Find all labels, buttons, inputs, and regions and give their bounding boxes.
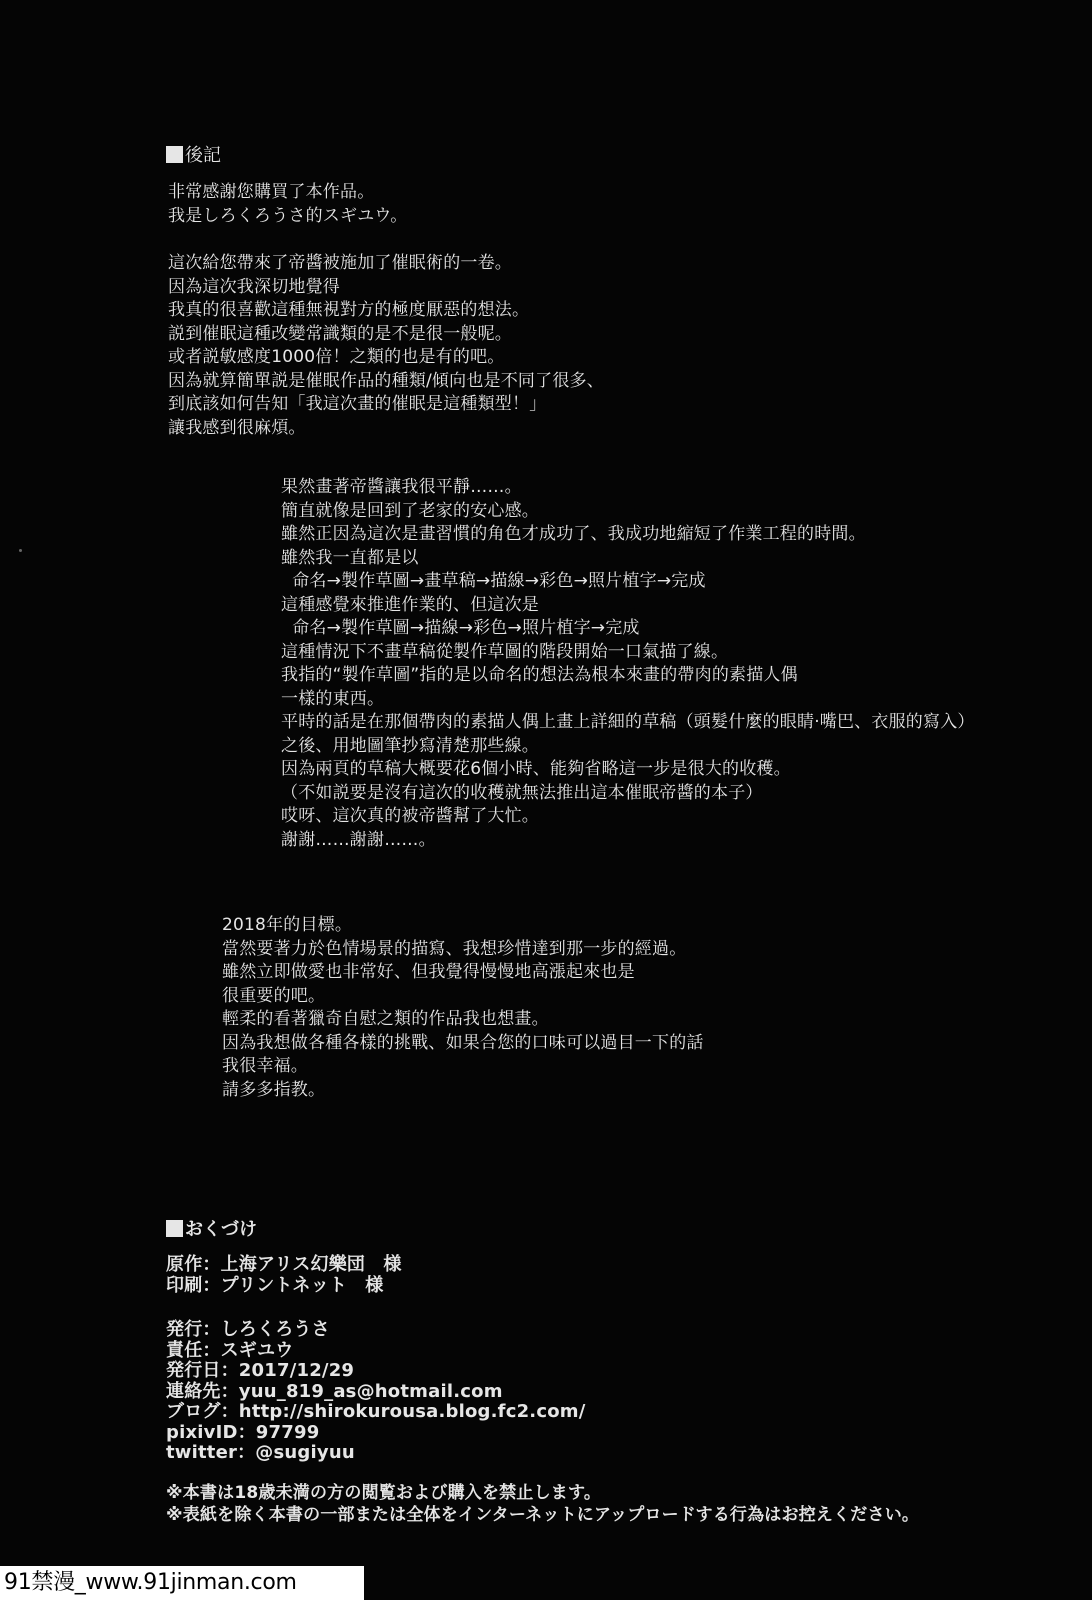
text-line: 我指的“製作草圖”指的是以命名的想法為根本來畫的帶肉的素描人偶 <box>281 665 798 685</box>
text-line: 因為我想做各種各樣的挑戰、如果合您的口味可以過目一下的話 <box>222 1032 704 1053</box>
contact-line: 連絡先：yuu_819_as@hotmail.com <box>166 1380 503 1402</box>
colophon-heading <box>166 1218 257 1242</box>
colophon-heading-text: おくづけ <box>185 1219 257 1240</box>
text-line: 當然要著力於色情場景的描寫、我想珍惜達到那一步的經過。 <box>222 938 687 959</box>
afterword-paragraph-2 <box>281 476 975 852</box>
text-line: 簡直就像是回到了老家的安心感。 <box>281 500 539 521</box>
text-line: 輕柔的看著獵奇自慰之類的作品我也想畫。 <box>222 1009 549 1029</box>
text-line: 或者説敏感度1000倍！之類的也是有的吧。 <box>168 347 505 367</box>
text-line: 雖然立即做愛也非常好、但我覺得慢慢地高漲起來也是 <box>222 962 635 982</box>
text-line: 一樣的東西。 <box>281 688 385 709</box>
blog-line: ブログ：http://shirokurousa.blog.fc2.com/ <box>166 1401 586 1422</box>
text-line: 非常感謝您購買了本作品。 <box>168 182 375 202</box>
text-line: 我很幸福。 <box>222 1056 308 1076</box>
square-bullet-icon <box>166 1220 183 1237</box>
colophon-credits <box>166 1255 402 1296</box>
text-line: 果然畫著帝醬讓我很平靜……。 <box>281 477 522 497</box>
text-line: 原作：上海アリス幻樂団 様 <box>166 1254 402 1275</box>
text-line: 請多多指教。 <box>222 1079 326 1100</box>
text-line: 謝謝……謝謝……。 <box>281 829 436 850</box>
scan-speck <box>19 549 22 552</box>
author-line: 責任：スギユウ <box>166 1339 294 1361</box>
colophon-notes <box>166 1482 919 1526</box>
text-line: 雖然我一直都是以 <box>281 547 419 568</box>
twitter-line: twitter：@sugiyuu <box>166 1442 355 1463</box>
text-line: 我真的很喜歡這種無視對方的極度厭惡的想法。 <box>168 300 530 320</box>
note-line: ※本書は18歳未満の方の閲覧および購入を禁止します。 <box>166 1483 602 1503</box>
afterword-paragraph-1 <box>168 252 604 440</box>
afterword-heading-text: 後記 <box>185 145 221 166</box>
pixiv-line: pixivID：97799 <box>166 1421 320 1443</box>
note-line: ※表紙を除く本書の一部または全体をインターネットにアップロードする行為はお控えください。 <box>166 1505 920 1525</box>
text-line: 這次給您帶來了帝醬被施加了催眠術的一卷。 <box>168 253 512 273</box>
colophon-info <box>166 1320 586 1464</box>
text-line: 説到催眠這種改變常識類的是不是很一般呢。 <box>168 323 512 344</box>
text-line: 因為兩頁的草稿大概要花6個小時、能夠省略這一步是很大的收穫。 <box>281 759 791 779</box>
date-line: 発行日：2017/12/29 <box>166 1360 355 1381</box>
text-line: 之後、用地圖筆抄寫清楚那些線。 <box>281 735 539 756</box>
goals-paragraph <box>222 914 704 1102</box>
text-line: 因為這次我深切地覺得 <box>168 276 340 297</box>
text-line: 哎呀、這次真的被帝醬幫了大忙。 <box>281 806 539 826</box>
text-line: 2018年的目標。 <box>222 915 353 935</box>
text-line: 讓我感到很麻煩。 <box>168 417 306 438</box>
text-line: （不如説要是沒有這次的收穫就無法推出這本催眠帝醬的本子） <box>281 782 763 803</box>
text-line: 雖然正因為這次是畫習慣的角色才成功了、我成功地縮短了作業工程的時間。 <box>281 524 866 544</box>
text-line: 到底該如何告知「我這次畫的催眠是這種類型！」 <box>168 394 547 414</box>
text-line: 我是しろくろうさ的スギユウ。 <box>168 205 408 226</box>
text-line: 平時的話是在那個帶肉的素描人偶上畫上詳細的草稿（頭髮什麼的眼睛·嘴巴、衣服的寫入） <box>281 712 975 732</box>
afterword-heading <box>166 144 221 168</box>
text-line: 因為就算簡單説是催眠作品的種類/傾向也是不同了很多、 <box>168 370 604 391</box>
text-line: 印刷：プリントネット 様 <box>166 1274 384 1296</box>
afterword-intro <box>168 181 407 228</box>
site-watermark: 91禁漫_www.91jinman.com <box>0 1566 364 1600</box>
text-line: 命名→製作草圖→畫草稿→描線→彩色→照片植字→完成 <box>281 571 706 591</box>
text-line: 命名→製作草圖→描線→彩色→照片植字→完成 <box>281 618 640 638</box>
text-line: 這種感覺來推進作業的、但這次是 <box>281 594 539 615</box>
text-line: 很重要的吧。 <box>222 985 326 1006</box>
text-line: 這種情況下不畫草稿從製作草圖的階段開始一口氣描了線。 <box>281 641 729 662</box>
publisher-line: 発行：しろくろうさ <box>166 1319 330 1340</box>
square-bullet-icon <box>166 146 183 163</box>
